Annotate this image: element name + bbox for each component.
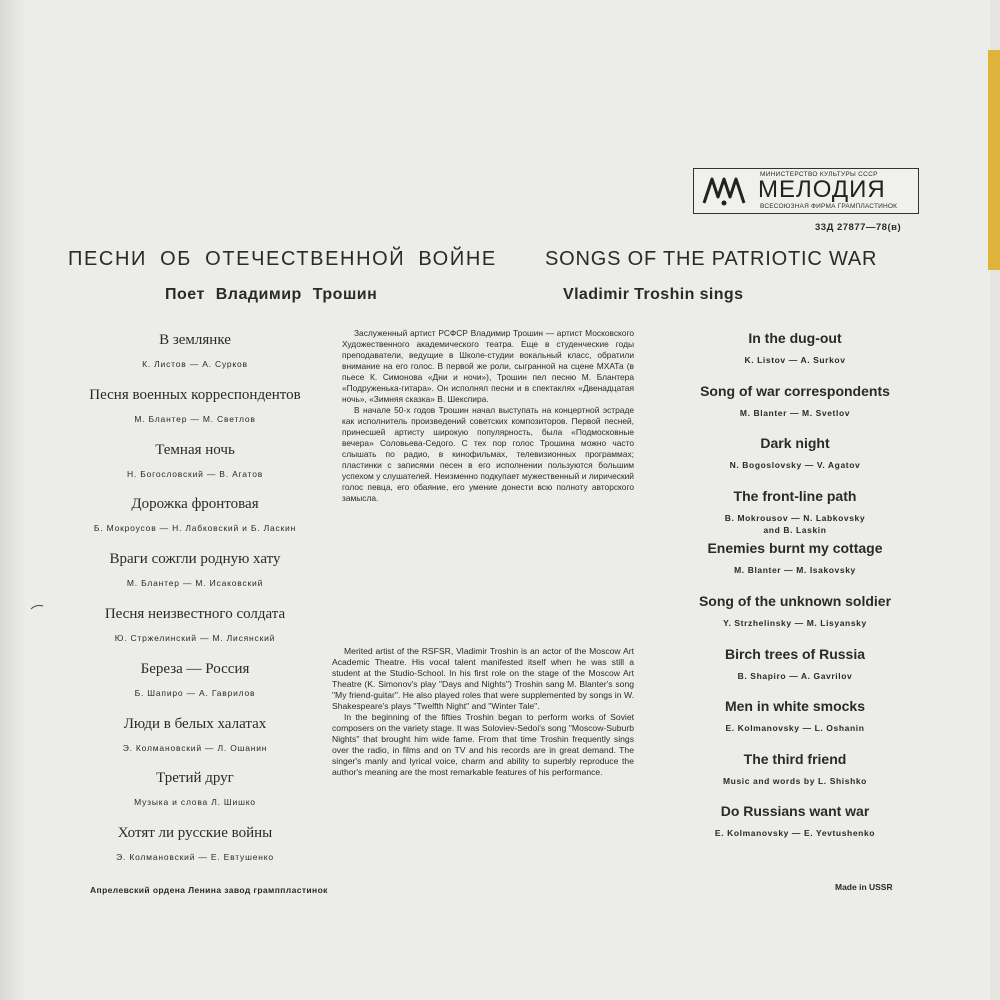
track-credits: B. Shapiro — A. Gavrilov bbox=[737, 670, 853, 681]
track-credits: Music and words by L. Shishko bbox=[723, 775, 867, 786]
track-credits: К. Листов — А. Сурков bbox=[142, 359, 248, 369]
track-item bbox=[60, 770, 330, 825]
singer-ru: Поет Владимир Трошин bbox=[165, 286, 378, 303]
track-item bbox=[660, 383, 930, 436]
track-credits: М. Блантер — М. Исаковский bbox=[126, 578, 264, 589]
track-credits: E. Kolmanovsky — E. Yevtushenko bbox=[714, 828, 876, 839]
logo-brand-text: МЕЛОДИЯ bbox=[758, 176, 886, 203]
track-item bbox=[660, 593, 930, 646]
biography-en bbox=[332, 646, 634, 778]
track-credits: Б. Мокроусов — Н. Лабковский и Б. Ласкин bbox=[93, 523, 297, 534]
tracklist-en bbox=[660, 330, 930, 856]
bio-ru-paragraph: В начале 50-х годов Трошин начал выступать на концертной эстраде как исполнитель произведений советских композиторов. Первой песней, принесшей артисту широкую популярность, была «Подмосковные вечера» Соловьева-Седого. С тех пор голос Трошина можно часто слышать по радио, в кинофильмах, телевизионных программах; пластинки с записями песен в его исполнении пользуются большим успехом у слушателей. Неизменно подкупает мужественный и лирический голос певца, его обаяние, его умение донести всю полноту авторского замысла. bbox=[342, 405, 634, 503]
track-title: Темная ночь bbox=[155, 441, 235, 458]
bio-en-paragraph: Merited artist of the RSFSR, Vladimir Troshin is an actor of the Moscow Art Academic Theatre. His vocal talent manifested itself when he was still a student at the Studio-School. In his first role on the stage of the Moscow Art Theatre (K. Simonov's play "Days and Nights") Troshin sang M. Blanter's song "My friend-guitar". He also played roles that were supplemented by songs in W. Shakespeare's plays "Twelfth Night" and "Winter Tale". bbox=[332, 646, 634, 711]
track-item bbox=[660, 803, 930, 856]
track-item bbox=[60, 442, 330, 497]
track-item bbox=[60, 716, 330, 771]
track-title: Birch trees of Russia bbox=[724, 645, 866, 662]
track-title: Хотят ли русские войны bbox=[117, 825, 273, 842]
track-title: The third friend bbox=[743, 750, 847, 767]
track-title: Песня неизвестного солдата bbox=[104, 605, 286, 622]
track-item bbox=[660, 646, 930, 699]
track-title: Третий друг bbox=[156, 770, 234, 787]
melodiya-logo bbox=[693, 168, 919, 214]
singer-en: Vladimir Troshin sings bbox=[563, 286, 744, 303]
track-title: Enemies burnt my cottage bbox=[707, 540, 883, 557]
bio-ru-paragraph: Заслуженный артист РСФСР Владимир Трошин — артист Московского Художественного академического театра. Еще в студенческие годы преподаватели, ведущие в Школе-студии вокальный класс, обратили внимание на его голос. В первой же роли, сыгранной на сцене МХАТа (в пьесе К. Симонова «Дни и ночи»), Трошин пел песню М. Блантера «Подруженька-гитара». Он исполнял песни и в спектаклях «Двенадцатая ночь», «Зимняя сказка» В. Шекспира. bbox=[342, 328, 634, 404]
logo-company-text: ВСЕСОЮЗНАЯ ФИРМА ГРАМПЛАСТИНОК bbox=[760, 203, 898, 210]
track-item bbox=[60, 606, 330, 661]
track-title: Do Russians want war bbox=[720, 803, 870, 820]
biography-ru bbox=[342, 328, 634, 504]
track-title: В землянке bbox=[159, 332, 231, 348]
track-credits: Э. Колмановский — Е. Евтушенко bbox=[116, 852, 274, 863]
track-title: Song of the unknown soldier bbox=[698, 592, 892, 609]
track-item bbox=[60, 551, 330, 606]
track-item bbox=[660, 488, 930, 541]
track-title: Песня военных корреспондентов bbox=[89, 386, 301, 403]
track-credits: Музыка и слова Л. Шишко bbox=[134, 797, 256, 808]
logo-ministry-text: МИНИСТЕРСТВО КУЛЬТУРЫ СССР bbox=[760, 171, 878, 178]
track-credits: Y. Strzhelinsky — M. Lisyansky bbox=[723, 617, 867, 628]
track-title: In the dug-out bbox=[748, 330, 842, 346]
track-credits: K. Listov — A. Surkov bbox=[744, 355, 846, 365]
tracklist-ru bbox=[60, 332, 330, 880]
track-item bbox=[60, 387, 330, 442]
track-title: Люди в белых халатах bbox=[123, 715, 267, 732]
album-title-ru: ПЕСНИ ОБ ОТЕЧЕСТВЕННОЙ ВОЙНЕ bbox=[68, 248, 497, 270]
track-credits: Ю. Стржелинский — М. Лисянский bbox=[114, 632, 276, 643]
track-credits: Н. Богословский — В. Агатов bbox=[126, 468, 264, 479]
track-title: The front-line path bbox=[733, 487, 857, 504]
track-title: Береза — Россия bbox=[140, 660, 250, 677]
manufacturer-text: Апрелевский ордена Ленина завод грамппластинок bbox=[90, 885, 328, 895]
track-item bbox=[60, 661, 330, 716]
sleeve-edge-shadow bbox=[0, 0, 26, 1000]
track-credits: M. Blanter — M. Svetlov bbox=[739, 407, 851, 418]
track-item bbox=[660, 751, 930, 804]
track-credits: E. Kolmanovsky — L. Oshanin bbox=[725, 723, 865, 734]
track-item bbox=[660, 435, 930, 488]
track-item bbox=[660, 330, 930, 383]
track-credits: N. Bogoslovsky — V. Agatov bbox=[729, 460, 861, 471]
track-title: Men in white smocks bbox=[724, 698, 866, 715]
track-title: Song of war correspondents bbox=[700, 382, 890, 399]
track-credits: B. Mokrousov — N. Labkovsky and B. Laskin bbox=[724, 512, 866, 535]
track-title: Dark night bbox=[760, 435, 830, 452]
catalog-number: 33Д 27877—78(в) bbox=[815, 222, 902, 233]
track-item bbox=[660, 698, 930, 751]
track-credits: Э. Колмановский — Л. Ошанин bbox=[122, 742, 268, 753]
made-in-text: Made in USSR bbox=[835, 882, 893, 892]
track-item bbox=[660, 540, 930, 593]
pen-mark-icon bbox=[30, 604, 44, 610]
track-item bbox=[60, 496, 330, 551]
track-title: Дорожка фронтовая bbox=[131, 496, 259, 513]
bio-en-paragraph: In the beginning of the fifties Troshin began to perform works of Soviet composers on the variety stage. It was Soloviev-Sedoi's song "Moscow-Suburb Nights" that brought him wide fame. From that time Troshin frequently sings over the radio, in films and on TV and his records are in great demand. The singer's manly and lyrical voice, charm and ability to superbly reproduce the author's meaning are the most remarkable features of his performance. bbox=[332, 712, 634, 777]
track-title: Враги сожгли родную хату bbox=[109, 551, 281, 568]
track-credits: М. Блантер — М. Светлов bbox=[134, 413, 256, 424]
track-credits: M. Blanter — M. Isakovsky bbox=[734, 565, 856, 576]
track-credits: Б. Шапиро — А. Гаврилов bbox=[134, 687, 256, 698]
melodiya-mark-icon bbox=[702, 175, 746, 207]
track-item bbox=[60, 332, 330, 387]
inner-sleeve-strip bbox=[988, 50, 1000, 270]
track-item bbox=[60, 825, 330, 880]
album-title-en: SONGS OF THE PATRIOTIC WAR bbox=[545, 248, 878, 270]
